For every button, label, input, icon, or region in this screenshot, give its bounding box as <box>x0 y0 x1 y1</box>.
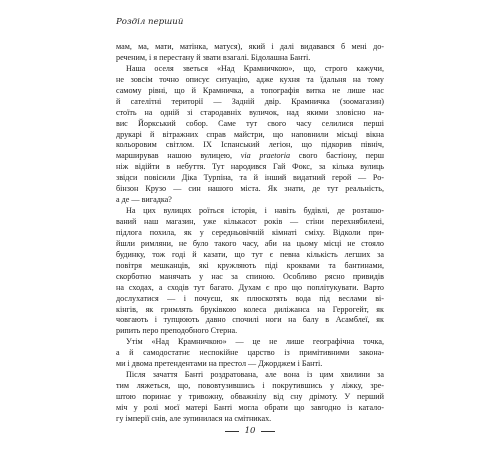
text-line: йшли римляни, не було такого часу, аби на цьому місці не стояло <box>116 238 384 248</box>
text-line: бінзон Крузо — син нашого міста. Як знати, де тут реальність, <box>116 184 384 194</box>
text-line: а й самодостатнє неспокійне царство із примітивними закона- <box>116 348 384 358</box>
text-line: ніж відійти в небуття. Тут народився Гай Фокс, за кілька вулиць <box>116 162 384 172</box>
text-line: На цих вулицях роїться історія, і навіть будівлі, де розташо- <box>126 206 384 216</box>
text-line: підлога похила, як у середньовічній кімнаті сміху. Відколи при- <box>116 227 384 237</box>
footer-dash-left <box>225 431 239 432</box>
text-line: човгають і тупцюють давно спочилі ноги на балу в Асамблеї, як <box>116 315 384 325</box>
text-line: звідси повісили Діка Турпіна, та й інший видатний герой — Ро- <box>116 173 384 183</box>
text-line: й сателітні території — Задній двір. Крамничка (зоомагазин) <box>116 96 384 106</box>
text-line: не зовсім точно описує ситуацію, адже кухня та їдальня на тому <box>116 74 384 84</box>
text-line: рипить перо преподобного Стерна. <box>116 326 238 336</box>
text-line: ваний наш магазин, уже кількасот років — стіни перехнябилені, <box>116 217 384 226</box>
text-line: Наша оселя зветься «Над Крамничкою», що, строго кажучи, <box>126 63 384 73</box>
text-line: тим ляжеться, що, пововтузившись і покрутившись у ліжку, зре- <box>116 381 384 391</box>
text-line: ми і двома претендентами на престол — Джорджем і Банті. <box>116 359 323 369</box>
running-head: Розділ перший <box>116 17 184 27</box>
text-line: гу імперії снів, але зупинилася на смітниках. <box>116 413 272 423</box>
page-footer <box>0 425 500 437</box>
text-line: дослухатися — і почуєш, як плюскотять вода під веслами ві- <box>116 293 384 303</box>
text-line: вис Йоркський собор. Саме тут свого часу селилися перші <box>116 118 384 128</box>
text-line: друкарі й вітражних справ майстри, що наповнили місьці вікна <box>116 129 384 139</box>
page-number: 10 <box>244 426 256 436</box>
text-line: самому рівні, що й Крамничка, а топографія витка не лише нас <box>116 85 384 95</box>
text-line: мам, ма, мати, матінка, матуся), який і далі видавався б мені до- <box>116 42 384 51</box>
footer-dash-right <box>261 431 275 432</box>
text-line: штою поринає у тривожну, обважнілу від сну дрімоту. У перший <box>116 392 384 401</box>
text-line: повітря мешканців, які кружляють піді кроквами та бантинами, <box>116 260 384 270</box>
text-line: кольоровим світлом. IX Іспанський легіон, що підкорив північ, <box>116 140 384 150</box>
text-line: марширував нашою вулицею, via praetoria свого бастіону, перш <box>116 151 384 161</box>
italic-phrase: via praetoria <box>240 151 291 161</box>
text-line: кінгів, як гримлять бруківкою колеса диліжанса на Геррогейт, як <box>116 304 384 314</box>
text-line: будинку, тож годі й казати, що тут є певна кількість легших за <box>116 249 384 259</box>
body-text <box>116 42 384 425</box>
text-line: стоїть на одній зі стародавніх вуличок, над якими зловісно на- <box>116 107 384 117</box>
text-line: на сходах, а сходів тут багато. Духам є про що поплітукувати. Варто <box>116 282 384 292</box>
text-line: а де — вигадка? <box>116 195 172 205</box>
text-line: скорботно манячать у нас за спиною. Особливо рясно привидів <box>116 271 384 281</box>
text-line: Після зачаття Банті роздратована, але вона із цим хвилини за <box>126 370 384 380</box>
text-line: Утім «Над Крамничкою» — це не лише географічна точка, <box>126 337 384 347</box>
text-line: реченим, і я перестану й звати взагалі. Бідолашна Банті. <box>116 52 311 62</box>
text-line: міч у ролі моєї матері Банті могла обрати що завгодно із катало- <box>116 402 384 412</box>
